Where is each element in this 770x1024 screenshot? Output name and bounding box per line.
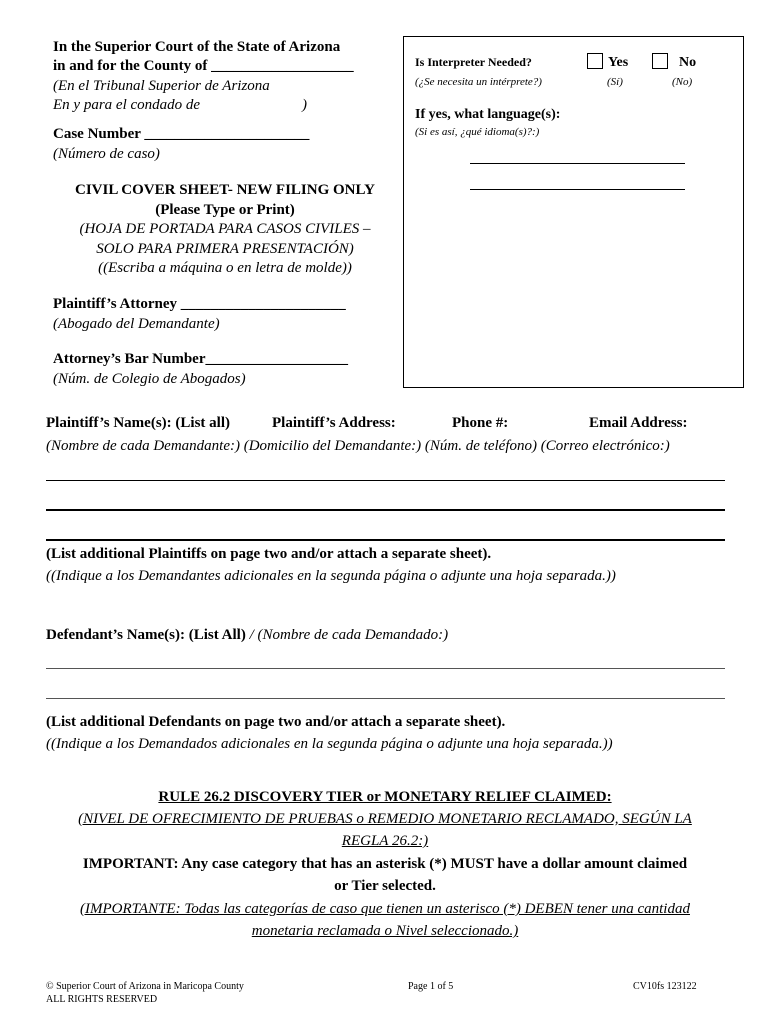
defendant-additional-note-es: ((Indique a los Demandados adicionales en la segunda página o adjunte una hoja separada.)) <box>46 736 613 752</box>
form-subtitle: (Please Type or Print) <box>155 202 295 218</box>
interpreter-yes-es-label: (Sí) <box>607 76 623 88</box>
footer-form-id: CV10fs 123122 <box>633 981 697 992</box>
plaintiff-name-label: Plaintiff’s Name(s): (List all) <box>46 415 230 431</box>
defendant-name-label-es: / (Nombre de cada Demandado:) <box>245 627 449 643</box>
case-number-label[interactable]: Case Number ______________________ <box>53 126 310 142</box>
important-note-line1: IMPORTANT: Any case category that has an asterisk (*) MUST have a dollar amount claimed <box>82 856 688 872</box>
attorney-bar-number-label[interactable]: Attorney’s Bar Number___________________ <box>53 351 348 367</box>
plaintiff-address-label: Plaintiff’s Address: <box>272 415 396 431</box>
important-note-line2: or Tier selected. <box>334 878 436 894</box>
interpreter-language-label: If yes, what language(s): <box>415 107 561 122</box>
plaintiff-attorney-es-label: (Abogado del Demandante) <box>53 316 220 332</box>
form-title-es-line1: (HOJA DE PORTADA PARA CASOS CIVILES – <box>79 221 371 237</box>
court-county-line: in and for the County of ___________________ <box>53 58 354 74</box>
rule-heading: RULE 26.2 DISCOVERY TIER or MONETARY RELIEF CLAIMED: <box>158 789 612 805</box>
footer-copyright: © Superior Court of Arizona in Maricopa County <box>46 981 244 992</box>
court-county-es-line: En y para el condado de <box>53 97 201 113</box>
case-number-es-label: (Número de caso) <box>53 146 160 162</box>
interpreter-no-label: No <box>679 55 697 70</box>
attorney-bar-number-es-label: (Núm. de Colegio de Abogados) <box>53 371 246 387</box>
defendant-name-label: Defendant’s Name(s): (List All) <box>46 627 246 643</box>
plaintiff-attorney-label[interactable]: Plaintiff’s Attorney ______________________ <box>53 296 346 312</box>
court-name-line1: In the Superior Court of the State of Arizona <box>53 39 341 55</box>
interpreter-language-line-2[interactable] <box>470 189 685 190</box>
plaintiff-additional-note-es: ((Indique a los Demandantes adicionales en la segunda página o adjunte una hoja separada.)) <box>46 568 616 584</box>
interpreter-box <box>403 36 744 388</box>
court-name-es-line1: (En el Tribunal Superior de Arizona <box>53 78 270 94</box>
important-note-es-line1: (IMPORTANTE: Todas las categorías de caso que tienen un asterisco (*) DEBEN tener una cantidad <box>80 901 690 917</box>
footer-page-number: Page 1 of 5 <box>408 981 454 992</box>
plaintiff-entry-line-1[interactable] <box>46 480 725 481</box>
form-title-es-line2: SOLO PARA PRIMERA PRESENTACIÓN) <box>96 241 354 257</box>
defendant-name-label-row <box>46 626 448 645</box>
plaintiff-labels-es: (Nombre de cada Demandante:) (Domicilio del Demandante:) (Núm. de teléfono) (Correo electrónico:) <box>46 438 670 454</box>
interpreter-no-checkbox[interactable] <box>652 53 668 69</box>
interpreter-question-es: (¿Se necesita un intérprete?) <box>415 76 542 88</box>
interpreter-question: Is Interpreter Needed? <box>415 55 532 69</box>
interpreter-yes-label: Yes <box>608 55 629 70</box>
rule-heading-es-line1: (NIVEL DE OFRECIMIENTO DE PRUEBAS o REMEDIO MONETARIO RECLAMADO, SEGÚN LA <box>78 811 692 827</box>
defendant-entry-line-2[interactable] <box>46 698 725 699</box>
interpreter-language-line-1[interactable] <box>470 163 685 164</box>
court-county-es-close: ) <box>302 97 307 113</box>
rule-heading-es-line2: REGLA 26.2:) <box>341 833 429 849</box>
form-subtitle-es: ((Escriba a máquina o en letra de molde)) <box>98 260 352 276</box>
form-title: CIVIL COVER SHEET- NEW FILING ONLY <box>75 182 375 198</box>
plaintiff-entry-line-2[interactable] <box>46 509 725 511</box>
footer-rights: ALL RIGHTS RESERVED <box>46 994 158 1005</box>
interpreter-yes-checkbox[interactable] <box>587 53 603 69</box>
plaintiff-entry-line-3[interactable] <box>46 539 725 541</box>
plaintiff-phone-label: Phone #: <box>452 415 509 431</box>
interpreter-no-es-label: (No) <box>672 76 693 88</box>
defendant-additional-note: (List additional Defendants on page two and/or attach a separate sheet). <box>46 714 506 730</box>
important-note-es-line2: monetaria reclamada o Nivel seleccionado.) <box>251 923 519 939</box>
interpreter-language-es-label: (Si es así, ¿qué idioma(s)?:) <box>415 126 540 138</box>
defendant-entry-line-1[interactable] <box>46 668 725 669</box>
plaintiff-email-label: Email Address: <box>589 415 688 431</box>
plaintiff-additional-note: (List additional Plaintiffs on page two and/or attach a separate sheet). <box>46 546 492 562</box>
